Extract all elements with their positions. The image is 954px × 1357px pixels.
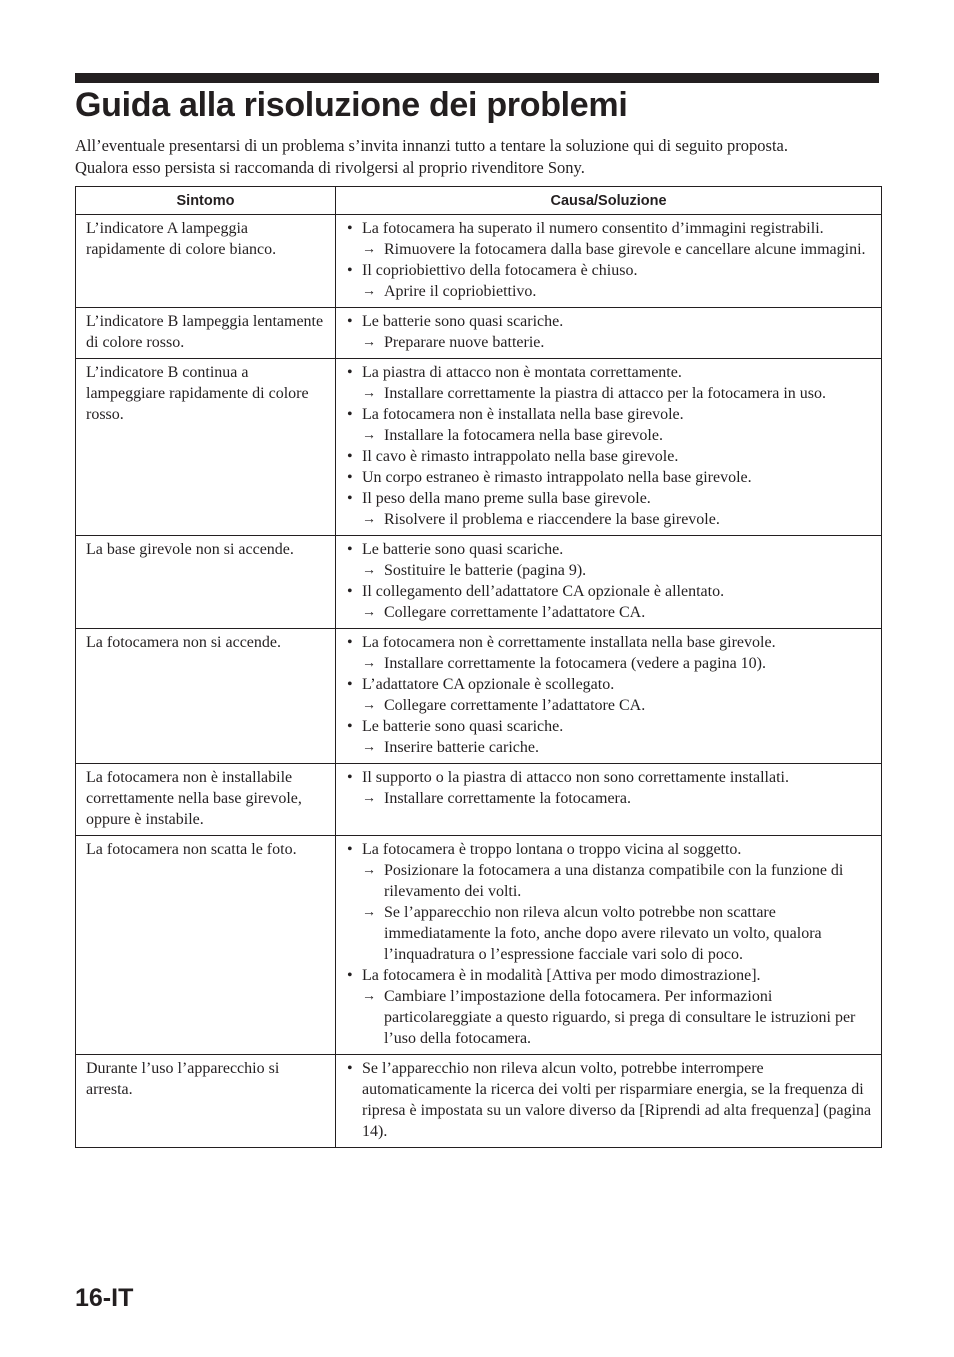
table-row [76, 1055, 882, 1148]
cause-item: • Il copriobiettivo della fotocamera è chiuso. [347, 260, 873, 281]
cause-item: • Il cavo è rimasto intrappolato nella base girevole. [347, 446, 873, 467]
table-row [76, 308, 882, 359]
remedy-item: → Posizionare la fotocamera a una distanza compatibile con la funzione di rilevamento dei volti. [347, 860, 873, 902]
cause-item: • La piastra di attacco non è montata correttamente. [347, 362, 873, 383]
symptom-cell: La base girevole non si accende. [76, 536, 336, 629]
table-row [76, 215, 882, 308]
remedy-item: → Aprire il copriobiettivo. [347, 281, 873, 302]
remedy-item: → Collegare correttamente l’adattatore CA. [347, 695, 873, 716]
solution-cell [336, 1055, 882, 1148]
symptom-cell: La fotocamera non è installabile correttamente nella base girevole, oppure è instabile. [76, 764, 336, 836]
solution-cell [336, 629, 882, 764]
title-rule [75, 73, 879, 83]
remedy-item: → Installare la fotocamera nella base girevole. [347, 425, 873, 446]
remedy-item: → Installare correttamente la piastra di attacco per la fotocamera in uso. [347, 383, 873, 404]
remedy-item: → Risolvere il problema e riaccendere la base girevole. [347, 509, 873, 530]
remedy-item: → Preparare nuove batterie. [347, 332, 873, 353]
symptom-cell: L’indicatore A lampeggia rapidamente di colore bianco. [76, 215, 336, 308]
table-row [76, 359, 882, 536]
symptom-cell: La fotocamera non si accende. [76, 629, 336, 764]
symptom-cell: Durante l’uso l’apparecchio si arresta. [76, 1055, 336, 1148]
table-row [76, 536, 882, 629]
remedy-item: → Cambiare l’impostazione della fotocamera. Per informazioni particolareggiate a questo riguardo, si prega di consultare le istruzioni per l’uso della fotocamera. [347, 986, 873, 1049]
cause-item: • La fotocamera non è installata nella base girevole. [347, 404, 873, 425]
remedy-item: → Se l’apparecchio non rileva alcun volto potrebbe non scattare immediatamente la foto, anche dopo avere rilevato un volto, qualora l’inquadratura o l’espressione facciale vari solo di poco. [347, 902, 873, 965]
solution-cell [336, 359, 882, 536]
table-row [76, 836, 882, 1055]
cause-item: • Le batterie sono quasi scariche. [347, 311, 873, 332]
symptom-cell: L’indicatore B lampeggia lentamente di colore rosso. [76, 308, 336, 359]
symptom-cell: La fotocamera non scatta le foto. [76, 836, 336, 1055]
cause-item: • Il peso della mano preme sulla base girevole. [347, 488, 873, 509]
cause-item: • La fotocamera ha superato il numero consentito d’immagini registrabili. [347, 218, 873, 239]
symptom-cell: L’indicatore B continua a lampeggiare rapidamente di colore rosso. [76, 359, 336, 536]
page-title: Guida alla risoluzione dei problemi [75, 86, 628, 124]
intro-line: Qualora esso persista si raccomanda di rivolgersi al proprio rivenditore Sony. [75, 158, 585, 177]
table-row [76, 629, 882, 764]
cause-item: • Un corpo estraneo è rimasto intrappolato nella base girevole. [347, 467, 873, 488]
cause-item: • La fotocamera è troppo lontana o troppo vicina al soggetto. [347, 839, 873, 860]
cause-item: • Le batterie sono quasi scariche. [347, 539, 873, 560]
remedy-item: → Inserire batterie cariche. [347, 737, 873, 758]
symptom-column-header: Sintomo [76, 187, 336, 215]
cause-item: • Il collegamento dell’adattatore CA opzionale è allentato. [347, 581, 873, 602]
table-header-row [76, 187, 882, 215]
intro-paragraph [75, 135, 875, 179]
remedy-item: → Installare correttamente la fotocamera. [347, 788, 873, 809]
cause-item: • La fotocamera è in modalità [Attiva per modo dimostrazione]. [347, 965, 873, 986]
remedy-item: → Sostituire le batterie (pagina 9). [347, 560, 873, 581]
solution-cell [336, 308, 882, 359]
table-body [76, 215, 882, 1148]
remedy-item: → Rimuovere la fotocamera dalla base girevole e cancellare alcune immagini. [347, 239, 873, 260]
solution-column-header: Causa/Soluzione [336, 187, 882, 215]
intro-line: All’eventuale presentarsi di un problema s’invita innanzi tutto a tentare la soluzione qui di seguito proposta. [75, 136, 788, 155]
solution-cell [336, 836, 882, 1055]
cause-item: • La fotocamera non è correttamente installata nella base girevole. [347, 632, 873, 653]
remedy-item: → Collegare correttamente l’adattatore CA. [347, 602, 873, 623]
troubleshooting-table [75, 186, 882, 1148]
cause-item: • L’adattatore CA opzionale è scollegato. [347, 674, 873, 695]
table-row [76, 764, 882, 836]
solution-cell [336, 536, 882, 629]
solution-cell [336, 215, 882, 308]
cause-item: • Le batterie sono quasi scariche. [347, 716, 873, 737]
solution-cell [336, 764, 882, 836]
cause-item: • Il supporto o la piastra di attacco non sono correttamente installati. [347, 767, 873, 788]
cause-item: • Se l’apparecchio non rileva alcun volto, potrebbe interrompere automaticamente la ricerca dei volti per risparmiare energia, se la frequenza di ripresa è impostata su un valore diverso da [Riprendi ad alta frequenza] (pagina 14). [347, 1058, 873, 1142]
page-number: 16-IT [75, 1284, 134, 1312]
remedy-item: → Installare correttamente la fotocamera (vedere a pagina 10). [347, 653, 873, 674]
